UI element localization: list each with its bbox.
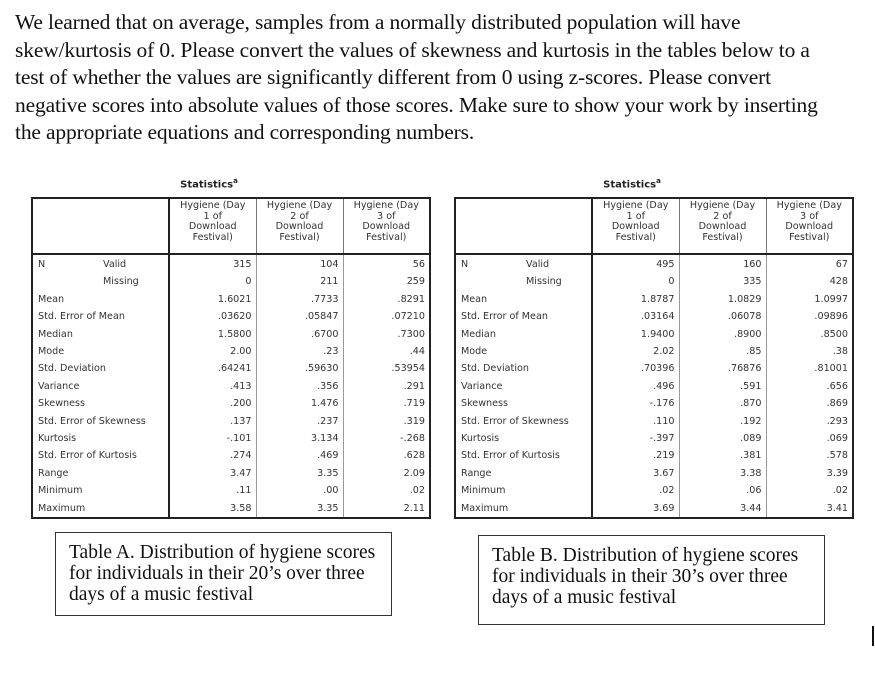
- row-label: Kurtosis: [38, 433, 77, 445]
- instructions-line: the appropriate equations and corresponding numbers.: [15, 120, 475, 144]
- cell-value: 2.11: [343, 500, 430, 518]
- table-row: [455, 500, 853, 518]
- row-label: Minimum: [461, 485, 506, 497]
- table-row: [455, 254, 853, 273]
- column-header-line: Festival): [789, 231, 830, 243]
- cell-value: .53954: [343, 360, 430, 377]
- caption-table-b: [478, 535, 825, 625]
- table-row: [32, 500, 430, 518]
- cell-value: .219: [592, 447, 679, 464]
- cell-value: .469: [256, 447, 343, 464]
- row-label: Range: [38, 467, 69, 479]
- table-title: [432, 177, 832, 190]
- cell-value: 3.58: [169, 500, 256, 518]
- cell-value: .76876: [679, 360, 766, 377]
- column-header-line: Download: [785, 221, 834, 232]
- cell-value: -.101: [169, 430, 256, 447]
- column-header-line: 3 of: [377, 210, 396, 222]
- row-label: Median: [461, 328, 496, 340]
- cell-value: 1.8787: [592, 291, 679, 308]
- cell-value: 0: [169, 273, 256, 290]
- cell-value: .356: [256, 378, 343, 395]
- cell-value: 1.0829: [679, 291, 766, 308]
- row-sublabel: Missing: [103, 276, 139, 288]
- table-row: [455, 360, 853, 377]
- column-header-line: Festival): [615, 231, 656, 243]
- cell-value: 428: [766, 273, 853, 290]
- cell-value: .06078: [679, 308, 766, 325]
- instructions-line: We learned that on average, samples from a normally distributed population will have: [15, 10, 741, 34]
- header-corner: [32, 198, 169, 254]
- table-row: [455, 413, 853, 430]
- cell-value: .23: [256, 343, 343, 360]
- column-header-day-2: [679, 198, 766, 254]
- column-header-line: Festival): [279, 231, 320, 243]
- cell-value: .200: [169, 395, 256, 412]
- caption-line: Table B. Distribution of hygiene scores: [492, 545, 799, 566]
- cell-value: .110: [592, 413, 679, 430]
- cell-value: 2.00: [169, 343, 256, 360]
- table-row: [32, 308, 430, 325]
- column-header-line: Hygiene (Day: [689, 200, 756, 211]
- cell-value: .81001: [766, 360, 853, 377]
- row-label: Std. Error of Mean: [38, 311, 125, 323]
- cell-value: 67: [766, 254, 853, 273]
- column-header-line: Download: [611, 221, 660, 232]
- cell-value: .8500: [766, 326, 853, 343]
- cell-value: .7733: [256, 291, 343, 308]
- cell-value: .137: [169, 413, 256, 430]
- column-header-day-2: [256, 198, 343, 254]
- table-row: [32, 413, 430, 430]
- table-row: [32, 360, 430, 377]
- cell-value: 1.5800: [169, 326, 256, 343]
- cell-value: .06: [679, 482, 766, 499]
- cell-value: 259: [343, 273, 430, 290]
- row-label: N: [461, 259, 469, 270]
- table-row: [455, 447, 853, 464]
- instructions-line: negative scores into absolute values of those scores. Make sure to show your work by inserting: [15, 92, 818, 117]
- cell-value: 1.6021: [169, 291, 256, 308]
- cell-value: -.397: [592, 430, 679, 447]
- row-label: [455, 273, 522, 290]
- column-header-line: Hygiene (Day: [776, 200, 842, 211]
- column-header-day-3: [343, 198, 430, 254]
- table-row: [455, 482, 853, 499]
- cell-value: .870: [679, 395, 766, 412]
- row-sublabel: Valid: [526, 259, 550, 270]
- cell-value: .8291: [343, 291, 430, 308]
- cell-value: .291: [343, 378, 430, 395]
- row-sublabel: Valid: [103, 259, 127, 270]
- column-header-line: 3 of: [800, 210, 819, 222]
- cell-value: 104: [256, 254, 343, 273]
- table-row: [455, 430, 853, 447]
- table-row: [32, 430, 430, 447]
- cell-value: .02: [592, 482, 679, 499]
- instructions-line: test of whether the values are significantly different from 0 using z-scores. Please convert: [15, 65, 771, 89]
- column-header-line: Festival): [192, 231, 233, 243]
- column-header-line: 2 of: [290, 210, 309, 222]
- caption-line: days of a music festival: [492, 587, 677, 608]
- table-row: [455, 378, 853, 395]
- cell-value: .237: [256, 413, 343, 430]
- column-header-line: 1 of: [626, 210, 645, 222]
- cell-value: .869: [766, 395, 853, 412]
- column-header-line: Hygiene (Day: [266, 200, 333, 211]
- column-header-line: Hygiene (Day: [603, 200, 669, 211]
- row-label: Maximum: [461, 502, 509, 514]
- table-title: [9, 177, 409, 190]
- cell-value: -.268: [343, 430, 430, 447]
- table-title-text: Statistics: [180, 179, 234, 191]
- table-row: [455, 465, 853, 482]
- cell-value: 0: [592, 273, 679, 290]
- caption-line: days of a music festival: [69, 584, 254, 605]
- row-label: Mode: [38, 346, 65, 358]
- cell-value: .089: [679, 430, 766, 447]
- cell-value: 3.44: [679, 500, 766, 518]
- statistics-grid: [454, 197, 854, 519]
- table-row: [32, 395, 430, 412]
- cell-value: 2.02: [592, 343, 679, 360]
- table-row: [455, 395, 853, 412]
- instructions-line: skew/kurtosis of 0. Please convert the values of skewness and kurtosis in the tables below to a: [15, 37, 810, 62]
- row-label: Median: [38, 328, 73, 340]
- column-header-line: 2 of: [713, 210, 732, 222]
- column-header-day-1: [592, 198, 679, 254]
- caption-line: for individuals in their 20’s over three: [69, 563, 365, 584]
- cell-value: .00: [256, 482, 343, 499]
- column-header-line: Festival): [366, 231, 407, 243]
- caption-table-a: [55, 532, 392, 616]
- cell-value: .319: [343, 413, 430, 430]
- cell-value: 3.35: [256, 500, 343, 518]
- table-row: [32, 378, 430, 395]
- row-label: Std. Error of Skewness: [38, 415, 146, 427]
- cell-value: .274: [169, 447, 256, 464]
- cell-value: .07210: [343, 308, 430, 325]
- cell-value: 3.39: [766, 465, 853, 482]
- statistics-grid: [31, 197, 431, 519]
- cell-value: 1.476: [256, 395, 343, 412]
- column-header-line: Festival): [702, 231, 743, 243]
- table-row: [455, 291, 853, 308]
- cell-value: 3.47: [169, 465, 256, 482]
- cell-value: 3.41: [766, 500, 853, 518]
- header-row: [32, 198, 430, 254]
- column-header-line: Download: [698, 221, 747, 232]
- cell-value: .069: [766, 430, 853, 447]
- cell-value: .381: [679, 447, 766, 464]
- cell-value: 315: [169, 254, 256, 273]
- cell-value: .578: [766, 447, 853, 464]
- row-label: Skewness: [38, 398, 86, 410]
- table-row: [455, 343, 853, 360]
- column-header-day-3: [766, 198, 853, 254]
- cell-value: 56: [343, 254, 430, 273]
- table-row: [455, 273, 853, 290]
- table-title-text: Statistics: [603, 179, 657, 191]
- footnote-marker: a: [233, 177, 238, 185]
- cell-value: 211: [256, 273, 343, 290]
- cell-value: 495: [592, 254, 679, 273]
- row-label: Mean: [38, 293, 65, 305]
- row-label: Mode: [461, 346, 488, 358]
- cell-value: 3.35: [256, 465, 343, 482]
- cell-value: .70396: [592, 360, 679, 377]
- caption-line: for individuals in their 30’s over three: [492, 566, 788, 587]
- cell-value: .591: [679, 378, 766, 395]
- cell-value: .85: [679, 343, 766, 360]
- cell-value: .7300: [343, 326, 430, 343]
- row-label: N: [38, 259, 46, 270]
- cell-value: .38: [766, 343, 853, 360]
- text-cursor: [872, 626, 874, 646]
- table-row: [455, 326, 853, 343]
- column-header-line: Download: [362, 221, 411, 232]
- row-label: [32, 273, 99, 290]
- cell-value: -.176: [592, 395, 679, 412]
- row-label: Std. Error of Kurtosis: [38, 450, 137, 462]
- cell-value: .6700: [256, 326, 343, 343]
- table-row: [32, 482, 430, 499]
- column-header-line: Download: [188, 221, 237, 232]
- cell-value: .03164: [592, 308, 679, 325]
- cell-value: .413: [169, 378, 256, 395]
- row-label: Skewness: [461, 398, 509, 410]
- cell-value: .02: [343, 482, 430, 499]
- instructions-paragraph: [15, 9, 865, 147]
- column-header-line: 1 of: [203, 210, 222, 222]
- table-row: [32, 343, 430, 360]
- cell-value: .11: [169, 482, 256, 499]
- row-label: Variance: [38, 380, 80, 392]
- row-label: Std. Deviation: [38, 363, 106, 375]
- column-header-line: Hygiene (Day: [180, 200, 246, 211]
- table-row: [455, 308, 853, 325]
- footnote-marker: a: [656, 177, 661, 185]
- table-row: [32, 273, 430, 290]
- table-row: [32, 326, 430, 343]
- cell-value: .09896: [766, 308, 853, 325]
- table-row: [32, 254, 430, 273]
- cell-value: 3.38: [679, 465, 766, 482]
- row-label: Kurtosis: [461, 433, 500, 445]
- column-header-line: Hygiene (Day: [353, 200, 419, 211]
- cell-value: 160: [679, 254, 766, 273]
- cell-value: .05847: [256, 308, 343, 325]
- row-label: Std. Error of Mean: [461, 311, 548, 323]
- table-row: [32, 291, 430, 308]
- column-header-line: Download: [275, 221, 324, 232]
- cell-value: .656: [766, 378, 853, 395]
- cell-value: .8900: [679, 326, 766, 343]
- cell-value: .44: [343, 343, 430, 360]
- row-label: Minimum: [38, 485, 83, 497]
- cell-value: 335: [679, 273, 766, 290]
- cell-value: 3.134: [256, 430, 343, 447]
- cell-value: .64241: [169, 360, 256, 377]
- cell-value: .628: [343, 447, 430, 464]
- row-label: Variance: [461, 380, 503, 392]
- cell-value: .293: [766, 413, 853, 430]
- column-header-day-1: [169, 198, 256, 254]
- table-row: [32, 447, 430, 464]
- caption-line: Table A. Distribution of hygiene scores: [69, 542, 376, 563]
- cell-value: .192: [679, 413, 766, 430]
- cell-value: .59630: [256, 360, 343, 377]
- row-label: Maximum: [38, 502, 86, 514]
- cell-value: 1.0997: [766, 291, 853, 308]
- row-label: Std. Error of Kurtosis: [461, 450, 560, 462]
- header-row: [455, 198, 853, 254]
- row-label: Std. Deviation: [461, 363, 529, 375]
- row-label: Std. Error of Skewness: [461, 415, 569, 427]
- cell-value: .496: [592, 378, 679, 395]
- cell-value: 3.67: [592, 465, 679, 482]
- cell-value: 1.9400: [592, 326, 679, 343]
- cell-value: .719: [343, 395, 430, 412]
- row-label: Range: [461, 467, 492, 479]
- row-sublabel: Missing: [526, 276, 562, 288]
- cell-value: 3.69: [592, 500, 679, 518]
- cell-value: 2.09: [343, 465, 430, 482]
- cell-value: .03620: [169, 308, 256, 325]
- table-row: [32, 465, 430, 482]
- header-corner: [455, 198, 592, 254]
- cell-value: .02: [766, 482, 853, 499]
- row-label: Mean: [461, 293, 488, 305]
